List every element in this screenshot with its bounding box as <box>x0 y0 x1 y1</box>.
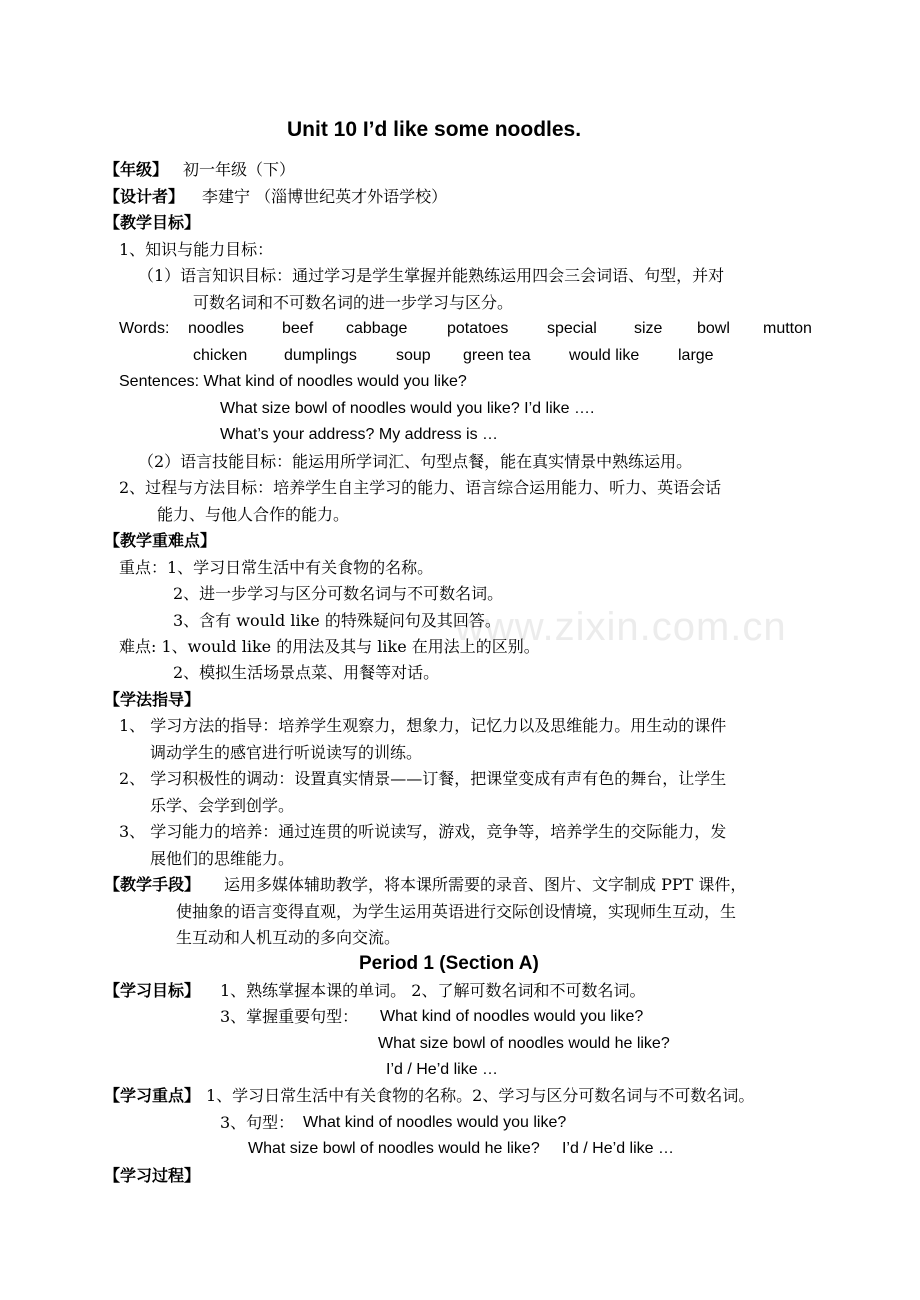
goal-label: 【学习目标】 <box>104 981 201 1000</box>
focus-sentence-2: What size bowl of noodles would he like? I’d / He’d like … <box>248 1140 674 1157</box>
lang-knowledge-line1: （1）语言知识目标：通过学习是学生掌握并能熟练运用四会三会词语、句型，并对 <box>138 266 725 285</box>
goal-line1: 1、熟练掌握本课的单词。 2、了解可数名词和不可数名词。 <box>220 981 646 1000</box>
word-item: chicken <box>193 347 248 364</box>
method-3-line2: 展他们的思维能力。 <box>150 849 295 868</box>
method-1-line1: 1、 学习方法的指导：培养学生观察力，想象力，记忆力以及思维能力。用生动的课件 <box>119 716 727 735</box>
sentences-line2: What size bowl of noodles would you like? I’d like …. <box>220 400 595 417</box>
word-item: dumplings <box>284 347 357 364</box>
sentences-line3: What’s your address? My address is … <box>220 426 499 443</box>
word-item: size <box>634 320 663 337</box>
method-1-line2: 调动学生的感官进行听说读写的训练。 <box>150 743 423 762</box>
sentences-line1: Sentences: What kind of noodles would you like? <box>119 373 467 390</box>
page-title: Unit 10 I’d like some noodles. <box>287 118 582 141</box>
process-label: 【学习过程】 <box>104 1166 201 1185</box>
word-item: potatoes <box>447 320 509 337</box>
means-label: 【教学手段】 <box>104 875 201 894</box>
word-item: mutton <box>763 320 812 337</box>
word-item: special <box>547 320 597 337</box>
goal-line3-prefix: 3、掌握重要句型： <box>220 1007 359 1026</box>
designer-value: 李建宁 （淄博世纪英才外语学校） <box>202 187 448 206</box>
word-item: green tea <box>463 347 531 364</box>
process-goal-line1: 2、过程与方法目标：培养学生自主学习的能力、语言综合运用能力、听力、英语会话 <box>119 478 722 497</box>
method-label: 【学法指导】 <box>104 690 201 709</box>
method-3-line1: 3、 学习能力的培养：通过连贯的听说读写，游戏，竞争等，培养学生的交际能力，发 <box>119 822 727 841</box>
key-point-1: 重点：1、学习日常生活中有关食物的名称。 <box>119 558 434 577</box>
goal-sentence-1: What kind of noodles would you like? <box>380 1008 644 1025</box>
lang-knowledge-line2: 可数名词和不可数名词的进一步学习与区分。 <box>193 293 514 312</box>
means-line1: 运用多媒体辅助教学，将本课所需要的录音、图片、文字制成 PPT 课件， <box>224 875 747 894</box>
method-2-line2: 乐学、会学到创学。 <box>150 796 295 815</box>
word-item: soup <box>396 347 431 364</box>
word-item: noodles <box>188 320 245 337</box>
means-line2: 使抽象的语言变得直观，为学生运用英语进行交际创设情境，实现师生互动，生 <box>176 902 737 921</box>
key-points-label: 【教学重难点】 <box>104 531 217 550</box>
knowledge-heading: 1、知识与能力目标： <box>119 240 274 259</box>
focus-label: 【学习重点】 <box>104 1086 201 1105</box>
key-point-2: 2、进一步学习与区分可数名词与不可数名词。 <box>173 584 504 603</box>
period-title: Period 1 (Section A) <box>359 953 539 974</box>
key-point-3: 3、含有 would like 的特殊疑问句及其回答。 <box>173 611 501 630</box>
focus-line1: 1、学习日常生活中有关食物的名称。2、学习与区分可数名词与不可数名词。 <box>206 1086 755 1105</box>
means-line3: 生互动和人机互动的多向交流。 <box>176 928 401 947</box>
word-item: cabbage <box>346 320 408 337</box>
focus-sentence-1: What kind of noodles would you like? <box>303 1114 567 1131</box>
word-item: bowl <box>697 320 730 337</box>
designer-label: 【设计者】 <box>104 187 185 206</box>
lang-skill: （2）语言技能目标：能运用所学词汇、句型点餐，能在真实情景中熟练运用。 <box>138 452 693 471</box>
focus-line3-prefix: 3、句型： <box>220 1113 295 1132</box>
word-item: large <box>678 347 714 364</box>
difficult-point-2: 2、模拟生活场景点菜、用餐等对话。 <box>173 663 440 682</box>
goal-sentence-2: What size bowl of noodles would he like? <box>378 1035 670 1052</box>
difficult-point-1: 难点: 1、would like 的用法及其与 like 在用法上的区别。 <box>119 637 540 656</box>
goal-sentence-3: I’d / He’d like … <box>386 1061 499 1078</box>
method-2-line1: 2、 学习积极性的调动：设置真实情景——订餐，把课堂变成有声有色的舞台，让学生 <box>119 769 727 788</box>
grade-label: 【年级】 <box>104 160 169 179</box>
word-item: would like <box>569 347 640 364</box>
watermark: www.zixin.com.cn <box>455 605 787 649</box>
grade-value: 初一年级（下） <box>183 160 296 179</box>
words-label: Words: <box>119 320 170 337</box>
process-goal-line2: 能力、与他人合作的能力。 <box>157 505 350 524</box>
objectives-label: 【教学目标】 <box>104 213 201 232</box>
word-item: beef <box>282 320 314 337</box>
